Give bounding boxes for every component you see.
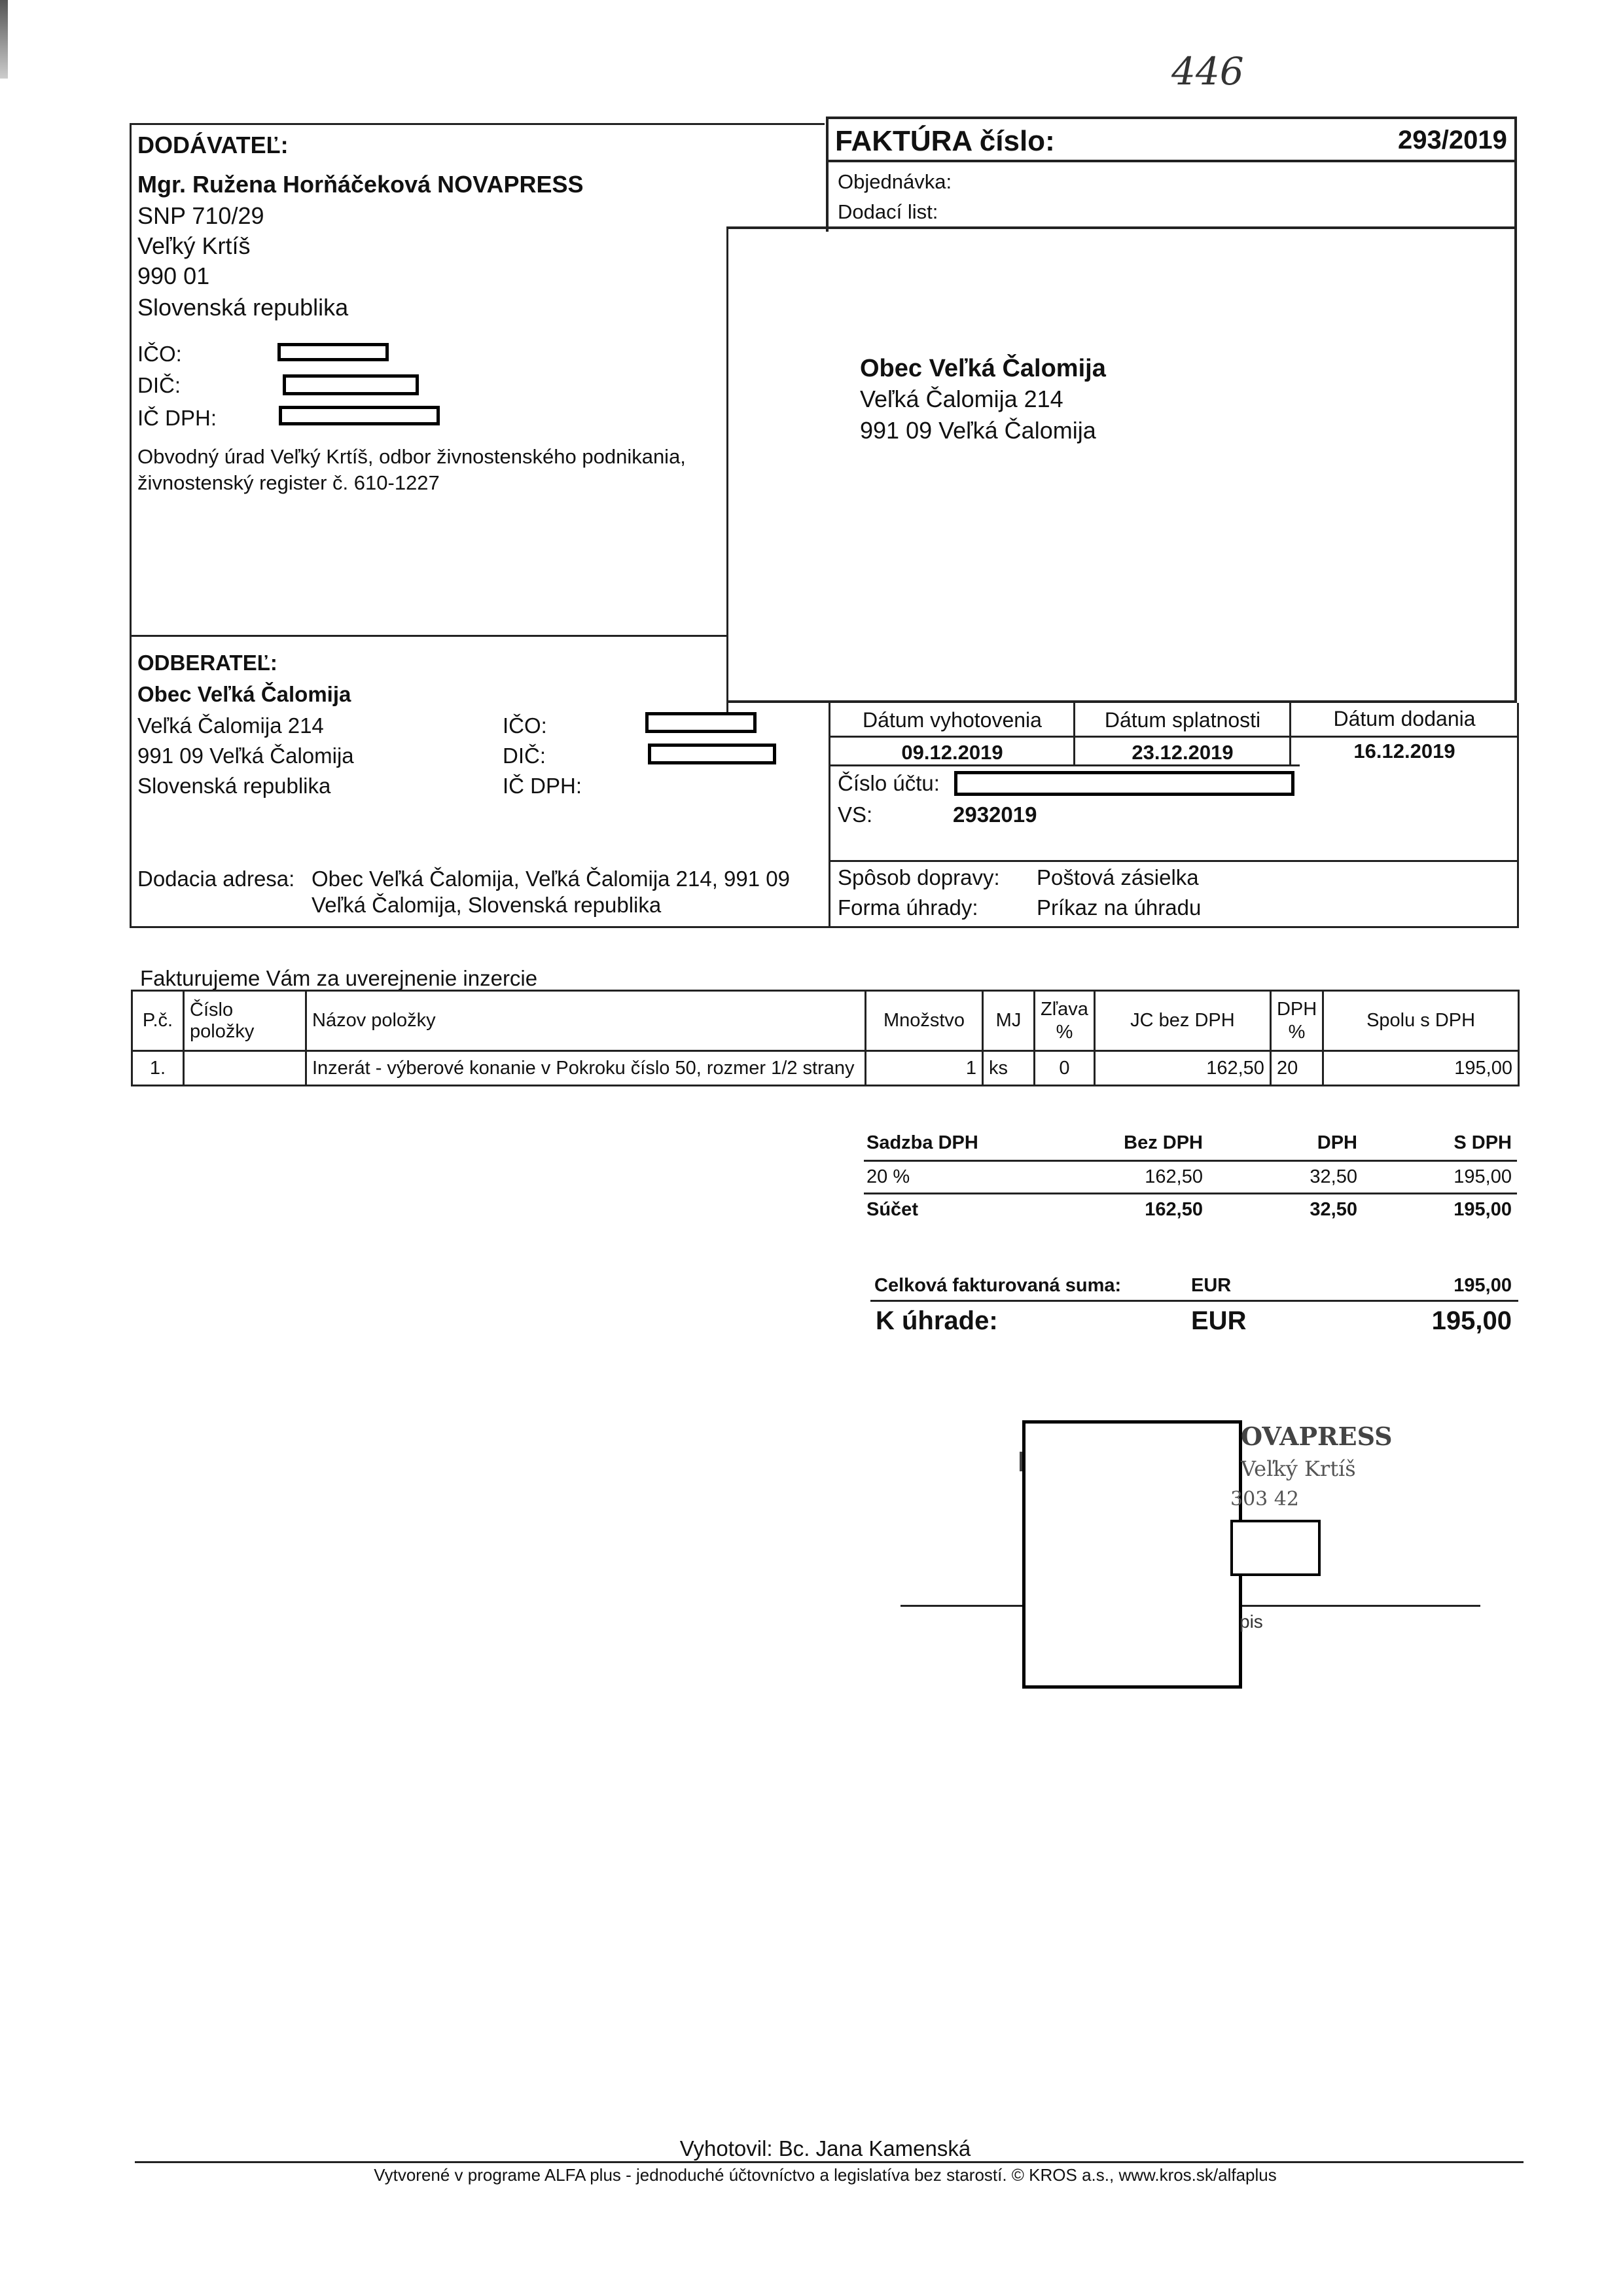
vat-rate-header: Sadzba DPH — [866, 1132, 978, 1153]
account-redacted — [954, 771, 1294, 796]
customer-city: 991 09 Veľká Čalomija — [137, 744, 354, 768]
software-note: Vytvorené v programe ALFA plus - jednoduché účtovníctvo a legislatíva bez starostí. © KROS a.s., www.kros.sk/alfaplus — [374, 2165, 1277, 2185]
discount-header-top: Zľava — [1041, 998, 1088, 1020]
delivery-note-label: Dodací list: — [838, 200, 938, 223]
invoiced-total-currency: EUR — [1191, 1275, 1232, 1296]
customer-dic-redacted — [648, 744, 776, 764]
vat-amount-header: DPH — [1317, 1132, 1357, 1153]
discount-header-bottom: % — [1056, 1021, 1073, 1043]
supplier-ico-label: IČO: — [137, 342, 182, 366]
scan-edge-shadow — [0, 0, 8, 79]
transport-value: Poštová zásielka — [1037, 865, 1199, 889]
stamp-line2: Veľký Krtíš — [1241, 1456, 1356, 1481]
order-label: Objednávka: — [838, 170, 952, 193]
supplier-zip: 990 01 — [137, 262, 210, 289]
date-delivery-value: 16.12.2019 — [1353, 740, 1455, 762]
supplier-street: SNP 710/29 — [137, 202, 264, 229]
vs-value: 2932019 — [953, 802, 1037, 827]
item-unit: ks — [983, 1051, 1035, 1086]
delivery-address-line2: Veľká Čalomija, Slovenská republika — [312, 893, 662, 917]
signature-redacted — [1022, 1420, 1242, 1689]
invoiced-total-amount: 195,00 — [1454, 1275, 1512, 1296]
item-pc: 1. — [132, 1051, 184, 1086]
stamp-line3: 303 42 — [1230, 1488, 1299, 1511]
vat-sum-label: Súčet — [866, 1199, 918, 1220]
account-label: Číslo účtu: — [838, 771, 940, 795]
item-total: 195,00 — [1323, 1051, 1519, 1086]
to-pay-label: K úhrade: — [876, 1306, 998, 1335]
invoice-title: FAKTÚRA číslo: — [835, 125, 1055, 157]
items-header-row — [132, 991, 1519, 1051]
customer-ico-redacted — [645, 712, 757, 733]
vat-amount: 32,50 — [1310, 1166, 1357, 1187]
recipient-name: Obec Veľká Čalomija — [860, 355, 1106, 382]
supplier-country: Slovenská republika — [137, 294, 349, 321]
supplier-ico-redacted — [277, 343, 389, 361]
col-unit-price-header: JC bez DPH — [1094, 991, 1270, 1051]
vat-header-bottom: % — [1288, 1021, 1306, 1043]
date-issued-label: Dátum vyhotovenia — [863, 708, 1042, 732]
supplier-register-line2: živnostenský register č. 610-1227 — [137, 471, 440, 494]
customer-header: ODBERATEĽ: — [137, 651, 277, 675]
item-name: Inzerát - výberové konanie v Pokroku číslo 50, rozmer 1/2 strany — [306, 1051, 866, 1086]
invoice-number: 293/2019 — [1398, 126, 1507, 154]
customer-street: Veľká Čalomija 214 — [137, 713, 324, 738]
vat-gross-header: S DPH — [1454, 1132, 1512, 1153]
item-discount: 0 — [1035, 1051, 1095, 1086]
vat-sum-gross: 195,00 — [1454, 1199, 1512, 1220]
vat-base-header: Bez DPH — [1124, 1132, 1203, 1153]
invoiced-total-label: Celková fakturovaná suma: — [874, 1275, 1122, 1296]
to-pay-currency: EUR — [1191, 1306, 1247, 1335]
vat-sum-amount: 32,50 — [1310, 1199, 1357, 1220]
delivery-address-label: Dodacia adresa: — [137, 867, 295, 891]
supplier-icdph-label: IČ DPH: — [137, 406, 217, 430]
payment-method-value: Príkaz na úhradu — [1037, 895, 1202, 920]
item-code — [184, 1051, 306, 1086]
date-issued-value: 09.12.2019 — [901, 741, 1003, 764]
intro-text: Fakturujeme Vám za uverejnenie inzercie — [140, 966, 538, 990]
table-row — [132, 1051, 1519, 1086]
col-total-header: Spolu s DPH — [1323, 991, 1519, 1051]
stamp-number-redacted — [1230, 1520, 1321, 1576]
items-table — [131, 990, 1520, 1086]
supplier-name: Mgr. Ružena Horňáčeková NOVAPRESS — [137, 171, 584, 198]
customer-ico-label: IČO: — [503, 713, 547, 738]
vat-base: 162,50 — [1145, 1166, 1203, 1187]
vs-label: VS: — [838, 802, 873, 827]
vat-sum-base: 162,50 — [1145, 1199, 1203, 1220]
item-qty: 1 — [866, 1051, 983, 1086]
customer-dic-label: DIČ: — [503, 744, 546, 768]
supplier-dic-label: DIČ: — [137, 373, 181, 397]
customer-icdph-label: IČ DPH: — [503, 774, 582, 798]
to-pay-amount: 195,00 — [1431, 1306, 1512, 1335]
customer-name: Obec Veľká Čalomija — [137, 682, 351, 706]
recipient-city: 991 09 Veľká Čalomija — [860, 417, 1096, 444]
col-unit-header: MJ — [983, 991, 1035, 1051]
col-discount-header — [1035, 991, 1095, 1051]
col-code-header: Číslo položky — [184, 991, 306, 1051]
supplier-city: Veľký Krtíš — [137, 232, 251, 259]
supplier-dic-redacted — [283, 374, 419, 395]
handwritten-number: 446 — [1171, 49, 1244, 94]
customer-country: Slovenská republika — [137, 774, 331, 798]
signature-label-tail: pis — [1240, 1611, 1263, 1632]
recipient-street: Veľká Čalomija 214 — [860, 386, 1063, 412]
vat-rate: 20 % — [866, 1166, 910, 1187]
col-vat-header — [1270, 991, 1323, 1051]
col-pc-header: P.č. — [132, 991, 184, 1051]
delivery-address-line1: Obec Veľká Čalomija, Veľká Čalomija 214, 991 09 — [312, 867, 790, 891]
issued-by: Vyhotovil: Bc. Jana Kamenská — [679, 2136, 971, 2161]
stamp-line1: OVAPRESS — [1241, 1422, 1393, 1451]
date-due-value: 23.12.2019 — [1132, 741, 1234, 764]
supplier-icdph-redacted — [279, 406, 440, 425]
col-qty-header: Množstvo — [866, 991, 983, 1051]
payment-method-label: Forma úhrady: — [838, 895, 978, 920]
col-name-header: Názov položky — [306, 991, 866, 1051]
item-unit-price: 162,50 — [1094, 1051, 1270, 1086]
supplier-header: DODÁVATEĽ: — [137, 132, 289, 158]
vat-header-top: DPH — [1276, 998, 1317, 1020]
supplier-register-line1: Obvodný úrad Veľký Krtíš, odbor živnostenského podnikania, — [137, 445, 686, 468]
transport-label: Spôsob dopravy: — [838, 865, 1000, 889]
date-due-label: Dátum splatnosti — [1104, 708, 1261, 732]
vat-gross: 195,00 — [1454, 1166, 1512, 1187]
date-delivery-label: Dátum dodania — [1333, 707, 1476, 730]
item-vat: 20 — [1270, 1051, 1323, 1086]
